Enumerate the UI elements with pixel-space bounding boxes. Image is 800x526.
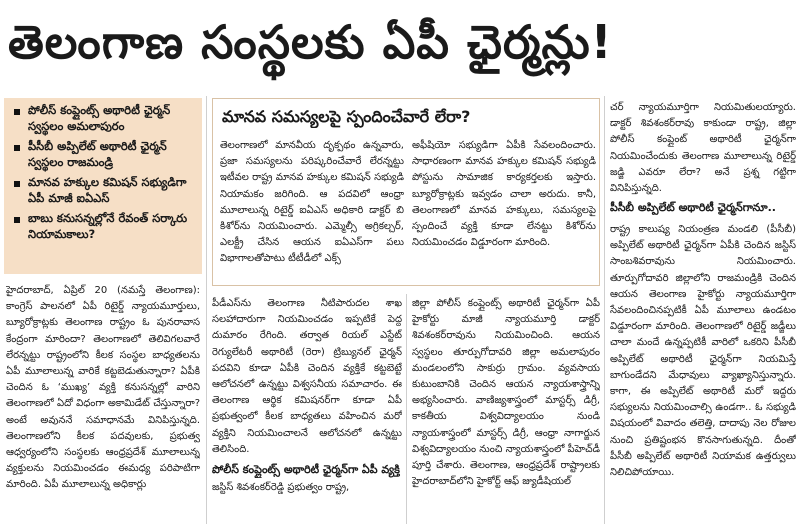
highlight-text: పీసీబీ అప్పిలేట్ అథారిటీ ఛైర్మన్ స్వస్థలం రాజమండ్రి [28, 139, 167, 169]
highlight-text: మానవ హక్కుల కమిషన్ సభ్యుడిగా ఏపీ మాజీ ఐఏఎస్ [28, 175, 187, 205]
inset-box-column-b: అఫీషియో సభ్యుడిగా ఏపీకి సేవలందించారు. సాధారణంగా మానవ హక్కుల కమిషన్ సభ్యుడి పోస్టును సామాజిక కార్యకర్తలకు ఇస్తారు. బ్యూరోక్రాట్లకు ఇవ్వడం చాలా అరుదు. కానీ, తెలంగాణలో మానవ హక్కులు, సమస్యలపై స్పందించే వ్యక్తి కూడా లేనట్టు కిశోర్‌ను నియమించడం విడ్డూరంగా మారింది. [412, 140, 596, 249]
highlight-text: పోలీస్ కంప్లైంట్స్ అథారిటీ ఛైర్మన్ స్వస్థలం అమలాపురం [28, 103, 171, 133]
highlight-text: బాబు కనుసన్నల్లోనే రేవంత్ సర్కారు నియామకాలు? [28, 211, 188, 241]
inset-box-column-a: తెలంగాణలో మానవీయ దృక్పథం ఉన్నవారు, ప్రజా సమస్యలను పరిష్కరించేవారే లేరన్నట్టు ఇటీవల రాష్ట్ర మానవ హక్కుల కమిషన్ సభ్యుడి నియామకం జరిగింది. ఆ పదవిలో ఆంధ్రా మూలాలున్న రిటైర్డ్ ఐఏఎస్ అధికారి డాక్టర్ బి కిశోర్‌ను నియమించారు. ఎమ్మెల్సీ అగ్రికల్చర్, ఎలక్ట్రీ చేసిన ఆయన ఐఏఎస్‌గా పలు విభాగాలతోపాటు టీటీడీలో ఎక్స్ [220, 140, 404, 265]
article-column-2-tail: జస్టిస్ శివశంకర్‌రెడ్డి ప్రభుత్వం రాష్ట్ర, [212, 482, 350, 493]
column-divider [206, 96, 207, 524]
column-divider [604, 96, 605, 524]
highlight-item [14, 174, 196, 206]
bullet-icon [14, 217, 20, 223]
article-column-4-body: రాష్ట్ర కాలుష్య నియంత్రణ మండలి (పీసీబీ) అప్పిలేట్ అథారిటీ ఛైర్మన్‌గా ఏపీకి చెందిన జస్టిస్ సాంబశివరావును నియమించారు. తూర్పుగోదావరి జిల్లాలోని రాజమండ్రికి చెందిన ఆయన తెలంగాణ హైకోర్టు న్యాయమూర్తిగా సేవలందించినప్పటికీ ఏపీ మూలాలు ఉండటం విడ్డూరంగా మారింది. తెలంగాణలో రిటైర్డ్ జడ్జీలు చాలా మందే ఉన్నప్పటికీ వారిలో ఒకరిని పీసీబీ అప్పిలేట్ అథారిటీ ఛైర్మన్‌గా నియమిస్తే బాగుండేదని మేధావులు వ్యాఖ్యానిస్తున్నారు. కాగా, ఈ అప్పిలేట్ అథారిటీ మరో ఇద్దరు సభ్యులను నియమించాల్సి ఉండగా.. ఓ సభ్యుడి విషయంలో వివాదం తలెత్తి, దాదాపు నెల రోజుల నుంచి ప్రతిష్టంభన కొనసాగుతున్నది. దీంతో పీసీబీ అప్పిలేట్ అథారిటీ నియామక ఉత్తర్వులు నిలిచిపోయాయి. [610, 224, 796, 479]
bullet-icon [14, 181, 20, 187]
article-column-4-top: చర్ న్యాయమూర్తిగా నియమితులయ్యారు. డాక్టర్ శివశంకర్‌రావు కాకుండా రాష్ట్ర, జిల్లా పోలీస్ కంప్లైంట్ అథారిటీ ఛైర్మన్‌గా నియమించేందుకు తెలంగాణ మూలాలున్న రిటైర్డ్ జడ్జి ఎవరూ లేరా? అనే ప్రశ్న గట్టిగా వినిపిస్తున్నది. [610, 102, 796, 195]
bullet-icon [14, 109, 20, 115]
inset-box-heading: మానవ సమస్యలపై స్పందించేవారే లేరా? [222, 107, 471, 126]
highlight-item [14, 210, 196, 242]
headline: తెలంగాణ సంస్థలకు ఏపీ ఛైర్మన్లు! [8, 15, 613, 69]
column-2-subheading: పోలీస్ కంప్లైంట్స్ అథారిటీ ఛైర్మన్‌గా ఏపీ వ్యక్తి [212, 463, 400, 476]
highlight-item [14, 102, 196, 134]
column-divider [406, 294, 407, 524]
article-column-3: జిల్లా పోలీస్ కంప్లైంట్స్ అథారిటీ ఛైర్మన్‌గా ఏపీ హైకోర్టు మాజీ న్యాయమూర్తి డాక్టర్ శివశంకర్‌రావును నియమించింది. ఆయన స్వస్థలం తూర్పుగోదావరి జిల్లా అమలాపురం మండలంలోని సాకుర్రు గ్రామం. వ్యవసాయ కుటుంబానికి చెందిన ఆయన న్యాయశాస్త్రాన్ని అభ్యసించారు. వాణిజ్యశాస్త్రంలో మాస్టర్స్ డిగ్రీ, కాకతీయ విశ్వవిద్యాలయం నుండి న్యాయశాస్త్రంలో మాస్టర్స్ డిగ్రీ, ఆంధ్రా నాగార్జున విశ్వవిద్యాలయం నుంచి న్యాయశాస్త్రంలో పీహెచ్‌డీ పూర్తి చేశారు. తెలంగాణ, ఆంధ్రప్రదేశ్ రాష్ట్రాలకు హైదరాబాద్‌లోని హైకోర్ట్ ఆఫ్ జ్యుడీషియల్ [412, 298, 600, 488]
highlight-item [14, 138, 196, 170]
highlights-sidebar [4, 98, 202, 274]
article-column-1: హైదరాబాద్, ఏప్రిల్ 20 (నమస్తే తెలంగాణ): కాంగ్రెస్ పాలనలో ఏపీ రిటైర్డ్ న్యాయమూర్తులు, బ్యూరోక్రాట్లకు తెలంగాణ రాష్ట్రం ఓ పునరావాస కేంద్రంగా మారిందా? తెలంగాణలో తెలివిగలవారే లేరన్నట్టు రాష్ట్రంలోని కీలక సంస్థల బాధ్యతలను ఏపీ మూలాలున్న వారికే కట్టబెడుతున్నారా? ఏపీకి చెందిన ఓ ‘ముఖ్య’ వ్యక్తి కనుసన్నల్లో వారిని తెలంగాణలో ఏదో విధంగా అకామిడేట్ చేస్తున్నారా? అంటే అవుననే సమాధానమే వినిపిస్తున్నది. తెలంగాణలోని కీలక పదవులకు, ప్రభుత్వ ఆధ్వర్యంలోని సంస్థలకు ఆంధ్రప్రదేశ్ మూలాలున్న వ్యక్తులను నియమించడం ఈమధ్య పరిపాటిగా మారింది. ఏపీ మూలాలున్న అధికార్లు [6, 285, 200, 491]
bullet-icon [14, 145, 20, 151]
article-column-2: పీడీఎస్‌ను తెలంగాణ నీటిపారుదల శాఖ సలహాదారుగా నియమించడం ఇప్పటికే పెద్ద దుమారం రేగింది. తర్వాత రియల్ ఎస్టేట్ రెగ్యులేటరీ అథారిటీ (రెరా) ట్రిబ్యునల్ ఛైర్మన్ పదవిని కూడా ఏపీకి చెందిన వ్యక్తికే కట్టబెట్టే ఆలోచనలో ఉన్నట్టు విశ్వసనీయ సమాచారం. ఈ తెలంగాణ ఆర్థిక కమిషనర్‌గా కూడా ఏపీ ప్రభుత్వంలో కీలక బాధ్యతలు వహించిన మరో వ్యక్తిని నియమించాలనే ఆలోచనలో ఉన్నట్టు తెలిసింది. [212, 298, 402, 455]
column-4-subheading: పీసీబీ అప్పిలేట్ అథారిటీ ఛైర్మన్‌గానూ.. [610, 201, 776, 214]
